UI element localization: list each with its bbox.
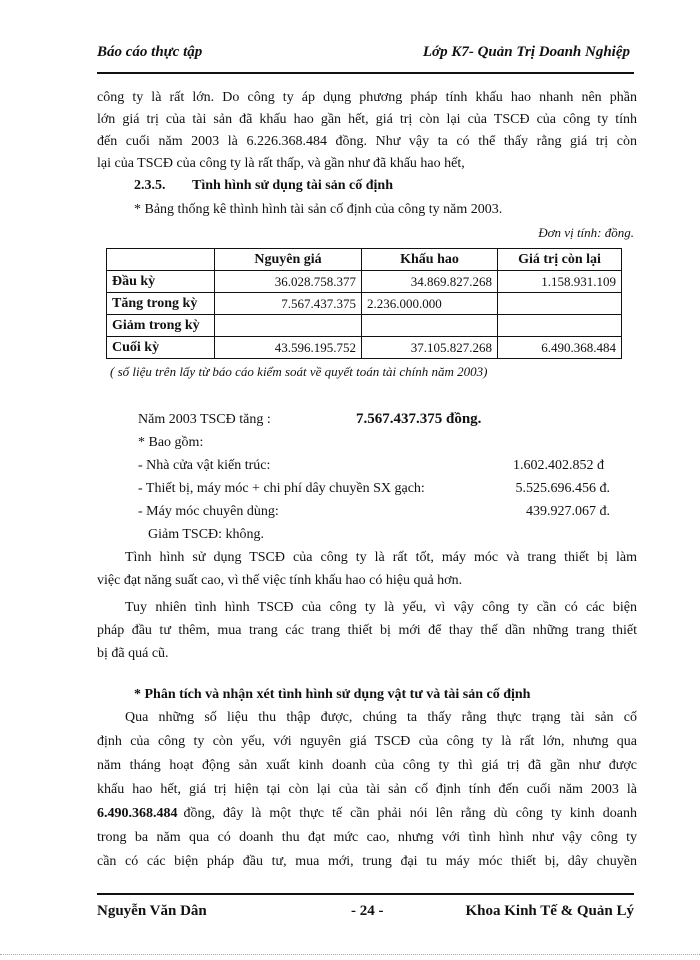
para2-line-1: Tuy nhiên tình hình TSCĐ của công ty là yếu, vì vậy công ty cần có các biện (125, 600, 637, 615)
intro-line-1: công ty là rất lớn. Do công ty áp dụng phương pháp tính khấu hao nhanh nên phần (97, 90, 637, 105)
col-header-remaining-value: Giá trị còn lại (498, 249, 622, 271)
table-cell (362, 315, 498, 337)
intro-line-3: đến cuối năm 2003 là 6.226.368.484 đồng. Như vậy ta có thể thấy rằng giá trị còn (97, 134, 637, 149)
para3-line-3: năm tháng hoạt động sản xuất kinh doanh của công ty thì giá trị đã gần như được (97, 758, 637, 773)
row-label: Tăng trong kỳ (107, 293, 215, 315)
table-cell: 43.596.195.752 (215, 337, 362, 359)
para3-line-1: Qua những số liệu thu thập được, chúng ta thấy rằng thực trạng tài sản cố (125, 710, 637, 725)
footer-center: - 24 - (351, 903, 384, 919)
para3-line-5 (97, 803, 637, 825)
header-rule (97, 72, 634, 74)
intro-line-4: lại của TSCĐ của công ty là rất thấp, và gần như đã khấu hao hết, (97, 156, 465, 171)
table-row (107, 337, 622, 359)
para3-line-7: cần có các biện pháp đầu tư, mua mới, trung đại tu máy móc thiết bị, dây chuyền (97, 854, 637, 869)
table-intro: * Bảng thống kê thình hình tài sản cố định của công ty năm 2003. (134, 202, 503, 217)
footer-left: Nguyễn Văn Dân (97, 903, 207, 919)
table-cell: 34.869.827.268 (362, 271, 498, 293)
para1-line-2: việc đạt năng suất cao, vì thế việc tính khấu hao có hiệu quả hơn. (97, 573, 463, 588)
analysis-heading: * Phân tích và nhận xét tình hình sử dụng vật tư và tài sản cố định (134, 687, 531, 702)
footer-right: Khoa Kinh Tế & Quản Lý (465, 903, 634, 919)
para2-line-3: bị đã quá cũ. (97, 646, 169, 661)
asset-table (106, 248, 622, 359)
increase-label: Năm 2003 TSCĐ tăng : (138, 412, 271, 427)
intro-line-2: lớn giá trị của tài sản đã khấu hao gần hết, giá trị còn lại của TSCĐ của công ty tính (97, 112, 637, 127)
para3-line-6: trong ba năm qua có doanh thu đạt mức cao, nhưng với tình hình như vậy công ty (97, 830, 637, 845)
para2-line-2: pháp đầu tư thêm, mua trang các trang thiết bị mới để thay thế dần những trang thiết (97, 623, 637, 638)
page-edge-dots (0, 954, 700, 955)
col-header-depreciation: Khấu hao (362, 249, 498, 271)
table-cell: 37.105.827.268 (362, 337, 498, 359)
table-cell: 7.567.437.375 (215, 293, 362, 315)
table-cell: 1.158.931.109 (498, 271, 622, 293)
breakdown-label: - Máy móc chuyên dùng: (138, 504, 279, 519)
breakdown-label: - Thiết bị, máy móc + chi phí dây chuyền SX gạch: (138, 481, 425, 496)
table-row (107, 315, 622, 337)
decrease-line: Giảm TSCĐ: không. (148, 527, 265, 542)
table-cell (498, 293, 622, 315)
table-row (107, 293, 622, 315)
table-cell: 36.028.758.377 (215, 271, 362, 293)
header-right: Lớp K7- Quản Trị Doanh Nghiệp (422, 44, 630, 60)
row-label: Cuối kỳ (107, 337, 215, 359)
table-row (107, 271, 622, 293)
para3-line-4: khấu hao hết, giá trị hiện tại còn lại của tài sản cố định tính đến cuối năm 2003 là (97, 782, 637, 797)
col-header-original-cost: Nguyên giá (215, 249, 362, 271)
section-title: Tình hình sử dụng tài sản cố định (192, 178, 394, 193)
breakdown-title: * Bao gồm: (138, 435, 204, 450)
breakdown-value: 1.602.402.852 đ (513, 458, 604, 473)
increase-value: 7.567.437.375 đồng. (356, 411, 482, 427)
table-cell: 2.236.000.000 (362, 293, 498, 315)
table-cell (498, 315, 622, 337)
table-corner (107, 249, 215, 271)
breakdown-label: - Nhà cửa vật kiến trúc: (138, 458, 271, 473)
header-left: Báo cáo thực tập (97, 44, 203, 60)
unit-note: Đơn vị tính: đồng. (538, 225, 634, 240)
table-cell: 6.490.368.484 (498, 337, 622, 359)
para1-line-1: Tình hình sử dụng TSCĐ của công ty là rất tốt, máy móc và trang thiết bị làm (125, 550, 637, 565)
breakdown-value: 5.525.696.456 đ. (515, 481, 610, 496)
para3-line-2: định của công ty còn yếu, với nguyên giá TSCĐ của công ty là rất lớn, nhưng qua (97, 734, 637, 749)
table-cell (215, 315, 362, 337)
table-header-row (107, 249, 622, 271)
remaining-value-bold: 6.490.368.484 (97, 806, 178, 821)
row-label: Đầu kỳ (107, 271, 215, 293)
breakdown-value: 439.927.067 đ. (526, 504, 610, 519)
footer-rule (97, 893, 634, 895)
source-note: ( số liệu trên lấy từ báo cáo kiểm soát về quyết toán tài chính năm 2003) (110, 364, 488, 379)
section-number: 2.3.5. (134, 178, 166, 193)
para3-line-5-text: đồng, đây là một thực tế cần phải nói lên rằng dù công ty kinh doanh (183, 806, 637, 821)
row-label: Giảm trong kỳ (107, 315, 215, 337)
